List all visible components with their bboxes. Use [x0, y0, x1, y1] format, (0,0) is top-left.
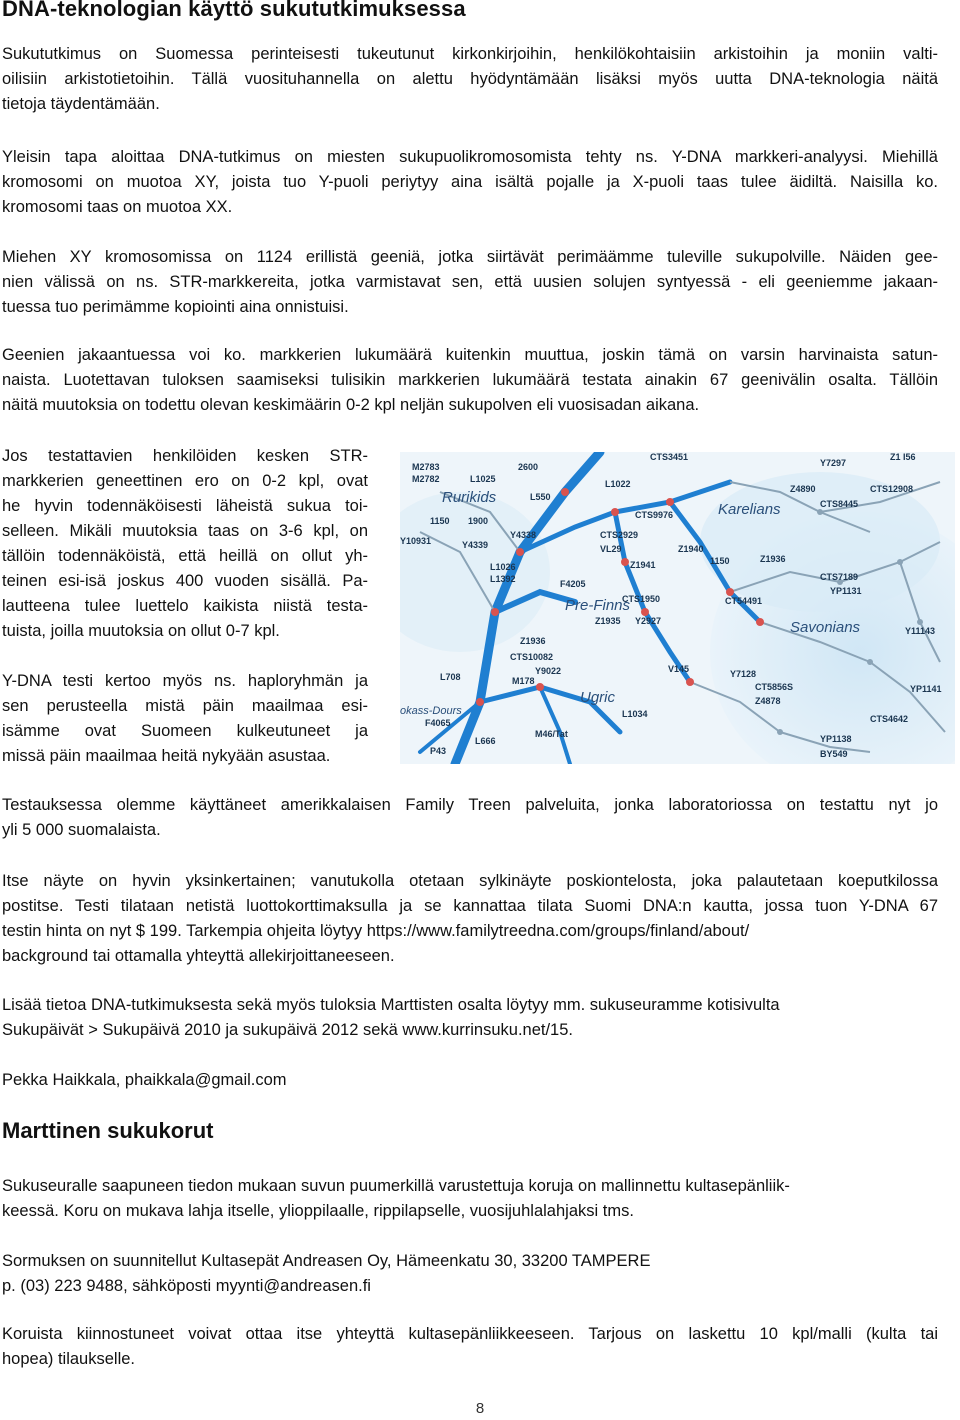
text-line: Y-DNA testi kertoo myös ns. haploryhmän ja: [2, 672, 368, 690]
text-line: kromosomi on muotoa XY, joista tuo Y-puoli periytyy aina isältä pojalle ja X-puoli taas tulee äidiltä. Naisilla ko.: [2, 173, 938, 191]
text-line: tuessa tuo perimämme kopiointi aina onnistuisi.: [2, 298, 349, 316]
node-label: L1034: [622, 709, 648, 719]
region-label: Rurikids: [442, 489, 497, 506]
node-label: M46/Tat: [535, 729, 568, 739]
region-label: okass-Dours: [400, 705, 462, 717]
paragraph-familytree: [2, 793, 938, 843]
text-line: näitä muutoksia on todettu olevan keskimäärin 0-2 kpl neljän sukupolven eli vuosisadan aikana.: [2, 396, 700, 414]
text-line: Geenien jakaantuessa voi ko. markkerien lukumäärä kuitenkin muuttua, joskin tämä on varsin harvinaista satun-: [2, 346, 938, 364]
text-line: testin hinta on nyt $ 199. Tarkempia ohjeita löytyy https://www.familytreedna.com/groups/finland/about/: [2, 922, 750, 940]
region-label: Savonians: [790, 619, 861, 636]
paragraph-sample: [2, 869, 938, 969]
node-label: V145: [668, 664, 690, 674]
node-label: CTS1950: [622, 594, 661, 604]
node-label: Z1 I56: [890, 452, 916, 462]
text-line: yli 5 000 suomalaista.: [2, 821, 161, 839]
section-title: Marttinen sukukorut: [2, 1118, 214, 1143]
text-line: postitse. Testi tilataan netistä luottokorttimaksulla ja se kannattaa tilata Suomi DNA:n kautta, jossa tuon Y-DNA 67: [2, 897, 938, 915]
haplogroup-tree-figure: [400, 452, 955, 764]
node-label: Y7297: [820, 458, 847, 468]
node-label: L708: [440, 672, 461, 682]
column-paragraph-str: [2, 444, 368, 644]
text-line: hopea) tilaukselle.: [2, 1350, 135, 1368]
node-label: CTS2929: [600, 530, 639, 540]
text-line: he hyvin todennäköisesti läheistä sukua toi-: [2, 497, 368, 515]
text-line: p. (03) 223 9488, sähköposti myynti@andreasen.fi: [2, 1277, 371, 1295]
node-label: L1026: [490, 562, 516, 572]
node-label: Z1941: [630, 560, 656, 570]
node-label: CTS8445: [820, 499, 859, 509]
node-label: M2783: [412, 462, 440, 472]
node-label: VL29: [600, 544, 622, 554]
node-label: CTS9976: [635, 510, 674, 520]
node-label: Z1936: [520, 636, 546, 646]
paragraph-mutations: [2, 343, 938, 418]
node-label: Z1940: [678, 544, 704, 554]
node-label: 1900: [468, 516, 489, 526]
page-title: DNA-teknologian käyttö sukututkimuksessa: [2, 0, 466, 21]
node-label: Y4338: [510, 530, 537, 540]
text-line: teinen esi-isä joskus 400 vuoden sisällä. Pa-: [2, 572, 368, 590]
node-label: L1392: [490, 574, 516, 584]
text-line: tällöin todennäköistä, että heillä on ollut yh-: [2, 547, 368, 565]
paragraph-xy: [2, 245, 938, 320]
text-line: Miehen XY kromosomissa on 1124 erillistä geeniä, jotka siirtävät perimäämme tuleville sukupolville. Näiden gee-: [2, 248, 938, 266]
paragraph-ydna: [2, 145, 938, 220]
node-label: Z1936: [760, 554, 786, 564]
text-line: naista. Luotettavan tuloksen saamiseksi tulisikin markkerien lukumäärä testata ainakin 67 geenivälin osalta. Tällöin: [2, 371, 938, 389]
node-label: F4065: [425, 718, 451, 728]
node-label: L1025: [470, 474, 496, 484]
node-label: CTS7189: [820, 572, 859, 582]
text-line: selleen. Mikäli muutoksia taas on 3-6 kpl, on: [2, 522, 368, 540]
node-label: CT5856S: [755, 682, 794, 692]
node-label: Y9022: [535, 666, 562, 676]
node-label: YP1131: [830, 586, 862, 596]
text-line: background tai ottamalla yhteyttä allekirjoittaneeseen.: [2, 947, 395, 965]
node-label: Z4890: [790, 484, 816, 494]
text-line: oilisiin arkistotietoihin. Tällä vuosituhannella on alettu hyödyntämään lisäksi myös uutta DNA-teknologia näitä: [2, 70, 938, 88]
text-line: markkerien geneettinen ero on 0-2 kpl, ovat: [2, 472, 368, 490]
text-line: Testauksessa olemme käyttäneet amerikkalaisen Family Treen palveluita, jonka laboratoriossa on testattu nyt jo: [2, 796, 938, 814]
node-label: 1150: [430, 516, 450, 526]
node-label: 2600: [518, 462, 539, 472]
node-label: L550: [530, 492, 551, 502]
node-label: 1150: [710, 556, 730, 566]
paragraph-designer: [2, 1249, 938, 1299]
text-line: nien välissä on ns. STR-markkereita, jotka varmistavat sen, että uusien solujen syntyessä - eli geeniemme jakaan-: [2, 273, 938, 291]
text-line: Jos testattavien henkilöiden kesken STR-: [2, 447, 368, 465]
node-label: Y4339: [462, 540, 489, 550]
paragraph-more-info: [2, 993, 938, 1043]
paragraph-jewelry: [2, 1174, 938, 1224]
text-line: tuista, joilla muutoksia on ollut 0-7 kpl.: [2, 622, 280, 640]
node-label: Z4878: [755, 696, 781, 706]
node-label: CTS4642: [870, 714, 909, 724]
page-number: 8: [475, 1400, 485, 1417]
node-label: Z1935: [595, 616, 621, 626]
node-label: P43: [430, 746, 447, 756]
node-label: Y11143: [905, 626, 936, 636]
node-label: Y10931: [400, 536, 432, 546]
text-line: missä päin maailmaa heitä nykyään asustaa.: [2, 747, 331, 765]
node-label: Y2927: [635, 616, 662, 626]
node-label: M178: [512, 676, 535, 686]
text-line: Yleisin tapa aloittaa DNA-tutkimus on miesten sukupuolikromosomista tehty ns. Y-DNA markkeri-analyysi. Miehillä: [2, 148, 938, 166]
paragraph-intro: [2, 42, 938, 117]
node-label: CTS10082: [510, 652, 554, 662]
region-label: Karelians: [718, 501, 781, 518]
node-label: YP1141: [910, 684, 942, 694]
text-line: Sukuseuralle saapuneen tiedon mukaan suvun puumerkillä varustettuja koruja on mallinnettu kultasepänliik-: [2, 1177, 790, 1195]
text-line: Sukututkimus on Suomessa perinteisesti tukeutunut kirkonkirjoihin, henkilökohtaisiin arkistoihin ja moniin valti-: [2, 45, 938, 63]
text-line: isämme ovat Suomeen kulkeutuneet ja: [2, 722, 368, 740]
node-label: F4205: [560, 579, 586, 589]
paragraph-author: [2, 1068, 938, 1093]
region-label: Pre-Finns: [565, 597, 631, 614]
node-label: L666: [475, 736, 496, 746]
node-label: Y7128: [730, 669, 757, 679]
text-line: kromosomi taas on muotoa XX.: [2, 198, 233, 216]
text-line: keessä. Koru on mukava lahja itselle, ylioppilaalle, rippilapselle, vuosijuhlalahjaksi tms.: [2, 1202, 634, 1220]
region-label: Ugric: [580, 689, 616, 706]
text-line: Lisää tietoa DNA-tutkimuksesta sekä myös tuloksia Marttisten osalta löytyy mm. sukuseuramme kotisivulta: [2, 996, 780, 1014]
text-line: lautteena tulee luettelo kaikista niistä testa-: [2, 597, 368, 615]
node-label: L1022: [605, 479, 631, 489]
text-line: tietoja täydentämään.: [2, 95, 160, 113]
node-label: BY549: [820, 749, 848, 759]
text-line: Sukupäivät > Sukupäivä 2010 ja sukupäivä 2012 sekä www.kurrinsuku.net/15.: [2, 1021, 573, 1039]
node-label: CTS3451: [650, 452, 689, 462]
paragraph-offer: [2, 1322, 938, 1372]
node-label: YP1138: [820, 734, 852, 744]
text-line: Koruista kiinnostuneet voivat ottaa itse yhteyttä kultasepänliikkeeseen. Tarjous on laskettu 10 kpl/malli (kulta tai: [2, 1325, 938, 1343]
text-line: sen perusteella mistä päin maailmaa esi-: [2, 697, 368, 715]
text-line: Itse näyte on hyvin yksinkertainen; vanutukolla otetaan sylkinäyte poskiontelosta, joka palautetaan koeputkilossa: [2, 872, 938, 890]
node-label: CTS12908: [870, 484, 914, 494]
node-label: CT54491: [725, 596, 763, 606]
text-line: Sormuksen on suunnitellut Kultasepät Andreasen Oy, Hämeenkatu 30, 33200 TAMPERE: [2, 1252, 651, 1270]
column-paragraph-haplogroup: [2, 669, 368, 769]
haplogroup-tree-svg: [400, 452, 955, 764]
node-label: M2782: [412, 474, 440, 484]
text-line: Pekka Haikkala, phaikkala@gmail.com: [2, 1071, 287, 1089]
